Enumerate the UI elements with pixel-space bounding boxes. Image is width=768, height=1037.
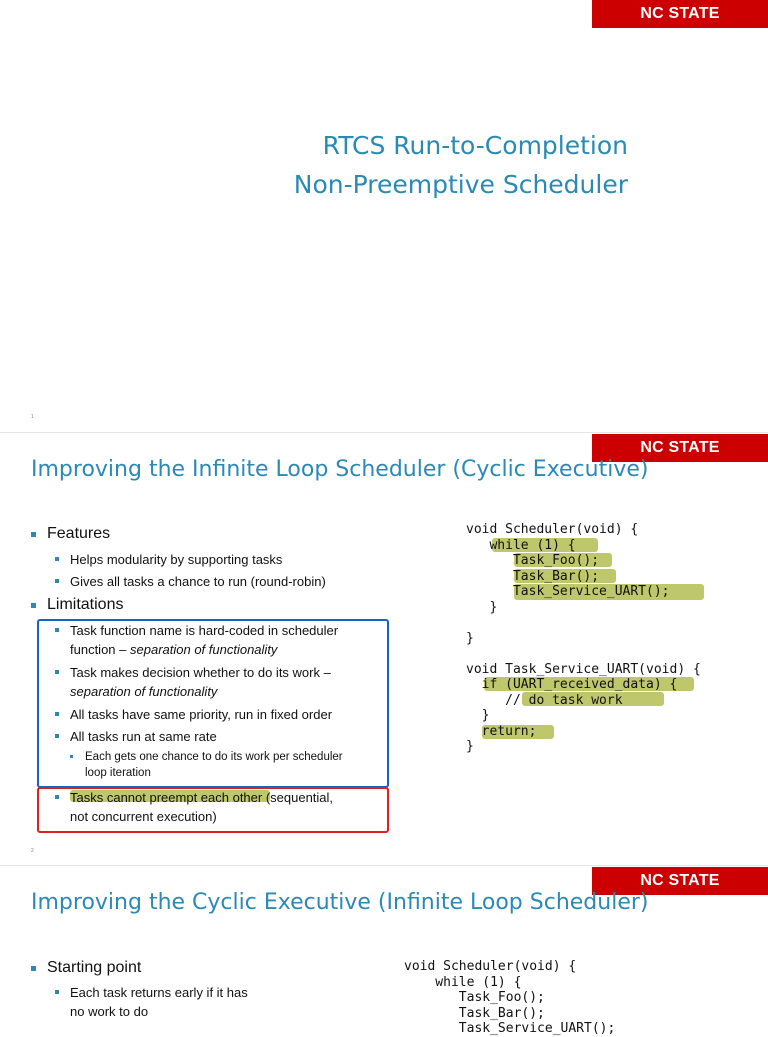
limitation-item: All tasks have same priority, run in fixed order	[55, 705, 332, 724]
nc-state-logo	[592, 0, 768, 50]
code-block: void Scheduler(void) { while (1) { Task_Foo(); Task_Bar(); Task_Service_UART(); } } void Task_Service_UART(void) { if (UART_received_data) { // do task work } return; }	[466, 522, 701, 754]
logo-bold-text: NC STATE	[640, 439, 720, 456]
slide-heading: Improving the Cyclic Executive (Infinite Loop Scheduler)	[31, 890, 649, 915]
slide-number: 1	[31, 414, 34, 420]
logo-university-text: UNIVERSITY	[630, 467, 729, 484]
bullet-starting-point: Starting point	[31, 959, 141, 977]
slide-heading: Improving the Infinite Loop Scheduler (Cyclic Executive)	[31, 457, 649, 482]
limitation-subitem: Each gets one chance to do its work per scheduler loop iteration	[70, 749, 343, 781]
bullet-limitations: Limitations	[31, 596, 123, 614]
slide-1	[0, 0, 768, 432]
slide-2	[0, 433, 768, 865]
limitation-item: Task makes decision whether to do its work – separation of functionality	[55, 663, 331, 701]
logo-university-text: UNIVERSITY	[630, 900, 729, 917]
feature-item: Gives all tasks a chance to run (round-robin)	[55, 572, 326, 591]
logo-bold-text: NC STATE	[640, 872, 720, 889]
limitation-item: Tasks cannot preempt each other (sequential, not concurrent execution)	[55, 788, 333, 826]
logo-bold-text: NC STATE	[640, 5, 720, 22]
slide-3	[0, 866, 768, 1036]
starting-point-subitem: Each task returns early if it has no work to do	[55, 983, 248, 1021]
slide-title-line1: RTCS Run-to-Completion	[322, 131, 628, 160]
bullet-features: Features	[31, 525, 110, 543]
slide-number: 2	[31, 848, 34, 854]
slide-title-line2: Non-Preemptive Scheduler	[293, 170, 628, 199]
code-block: void Scheduler(void) { while (1) { Task_Foo(); Task_Bar(); Task_Service_UART();	[404, 959, 616, 1036]
limitation-item: All tasks run at same rate	[55, 727, 217, 746]
logo-university-text: UNIVERSITY	[630, 33, 729, 50]
limitation-item: Task function name is hard-coded in scheduler function – separation of functionality	[55, 621, 338, 659]
feature-item: Helps modularity by supporting tasks	[55, 550, 282, 569]
